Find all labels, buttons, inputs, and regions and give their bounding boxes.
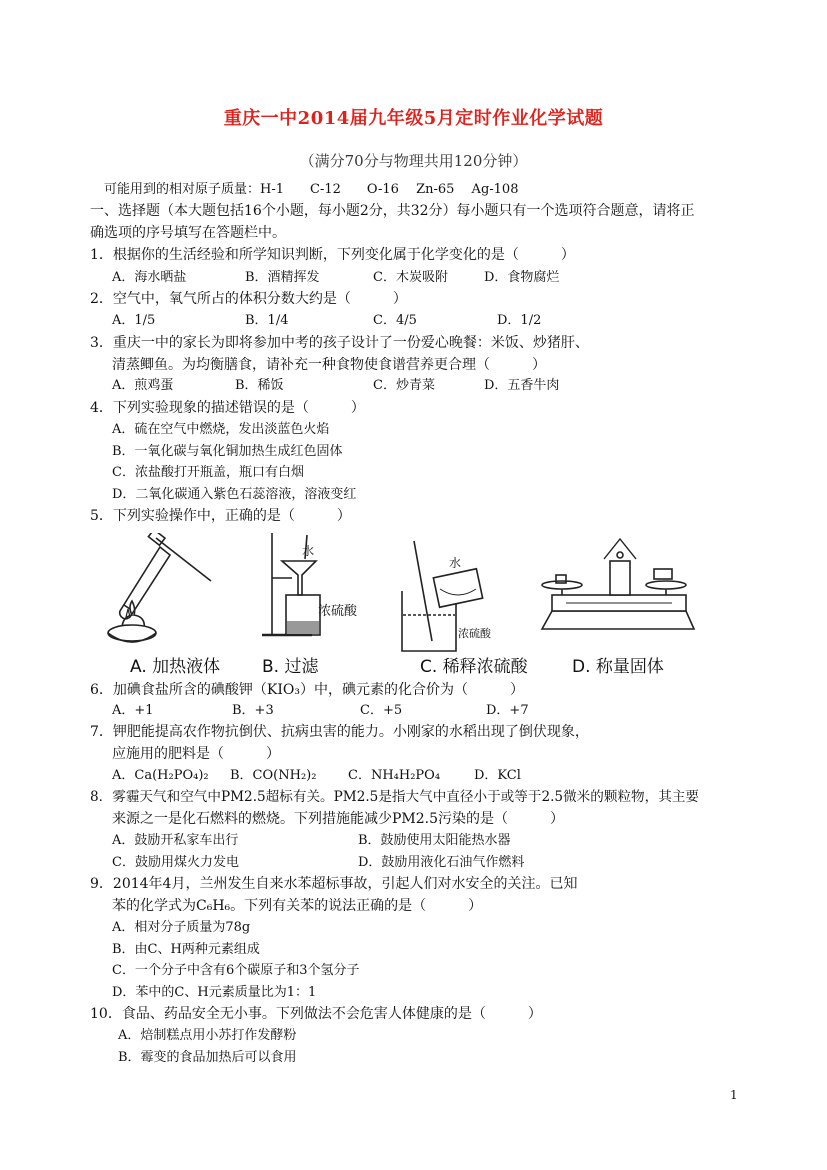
q9-option-d: D．苯中的C、H元素质量比为1：1 <box>112 985 317 1000</box>
q5-caption-c: C. 稀释浓硫酸 <box>420 657 528 677</box>
q4-stem: 4．下列实验现象的描述错误的是（ ） <box>90 400 365 416</box>
q2-option-d: D．1/2 <box>497 313 542 328</box>
q7-option-a: A．Ca(H₂PO₄)₂ <box>112 768 209 783</box>
q1-option-a: A．海水晒盐 <box>112 270 187 285</box>
q8-option-a: A．鼓励开私家车出行 <box>112 833 239 848</box>
q4-option-d: D．二氧化碳通入紫色石蕊溶液，溶液变红 <box>112 487 357 502</box>
q9-option-c: C．一个分子中含有6个碳原子和3个氢分子 <box>112 963 360 978</box>
q5-caption-a: A. 加热液体 <box>130 657 221 677</box>
lab-apparatus-figure <box>96 533 696 653</box>
alcohol-lamp-heating-icon <box>108 533 211 642</box>
exam-title: 重庆一中2014届九年级5月定时作业化学试题 <box>223 108 604 129</box>
q7-stem-line1: 7．钾肥能提高农作物抗倒伏、抗病虫害的能力。小刚家的水稻出现了倒伏现象， <box>90 724 589 740</box>
q3-stem-line2: 清蒸鲫鱼。为均衡膳食，请补充一种食物使食谱营养更合理（ ） <box>112 357 546 373</box>
q10-option-a: A．焙制糕点用小苏打作发酵粉 <box>118 1028 297 1043</box>
q3-option-b: B．稀饭 <box>235 378 284 393</box>
q2-option-b: B．1/4 <box>245 313 289 328</box>
label-water-b: 水 <box>302 544 315 558</box>
q4-option-c: C．浓盐酸打开瓶盖，瓶口有白烟 <box>112 465 304 480</box>
q1-option-d: D．食物腐烂 <box>484 270 560 285</box>
q1-option-b: B．酒精挥发 <box>245 270 320 285</box>
q6-option-b: B．+3 <box>232 703 274 718</box>
q7-option-c: C．NH₄H₂PO₄ <box>348 768 441 783</box>
q9-stem-line2: 苯的化学式为C₆H₆。下列有关苯的说法正确的是（ ） <box>112 898 483 914</box>
q8-option-b: B．鼓励使用太阳能热水器 <box>358 833 511 848</box>
q5-caption-b: B. 过滤 <box>262 657 319 677</box>
balance-scale-icon <box>542 539 694 629</box>
label-acid-b: 浓硫酸 <box>318 604 358 619</box>
q9-option-a: A．相对分子质量为78g <box>112 920 251 935</box>
q7-option-b: B．CO(NH₂)₂ <box>230 768 317 783</box>
q2-stem: 2．空气中，氧气所占的体积分数大约是（ ） <box>90 291 407 307</box>
q2-option-a: A．1/5 <box>112 313 156 328</box>
q9-stem-line1: 9．2014年4月，兰州发生自来水苯超标事故，引起人们对水安全的关注。已知 <box>90 876 578 892</box>
q6-stem: 6．加碘食盐所含的碘酸钾（KIO₃）中，碘元素的化合价为（ ） <box>90 682 524 698</box>
q5-caption-d: D. 称量固体 <box>572 657 664 677</box>
q10-option-b: B．霉变的食品加热后可以食用 <box>118 1050 297 1065</box>
q7-option-d: D．KCl <box>474 768 521 783</box>
q6-option-a: A．+1 <box>112 703 154 718</box>
q1-stem: 1．根据你的生活经验和所学知识判断，下列变化属于化学变化的是（ ） <box>90 247 575 263</box>
q8-stem-line1: 8．雾霾天气和空气中PM2.5超标有关。PM2.5是指大气中直径小于或等于2.5微米的颗粒物，其主要 <box>90 789 700 805</box>
q3-option-d: D．五香牛肉 <box>484 378 560 393</box>
q8-stem-line2: 来源之一是化石燃料的燃烧。下列措施能减少PM2.5污染的是（ ） <box>112 811 565 827</box>
q9-option-b: B．由C、H两种元素组成 <box>112 942 260 957</box>
q10-stem: 10．食品、药品安全无小事。下列做法不会危害人体健康的是（ ） <box>90 1006 542 1022</box>
q8-option-d: D．鼓励用液化石油气作燃料 <box>358 855 525 870</box>
label-acid-c: 浓硫酸 <box>458 627 491 640</box>
q7-stem-line2: 应施用的肥料是（ ） <box>112 746 280 762</box>
q3-stem-line1: 3．重庆一中的家长为即将参加中考的孩子设计了一份爱心晚餐：米饭、炒猪肝、 <box>90 335 589 351</box>
q5-stem: 5．下列实验操作中，正确的是（ ） <box>90 508 351 524</box>
q4-option-b: B．一氧化碳与氧化铜加热生成红色固体 <box>112 444 343 459</box>
q6-option-c: C．+5 <box>360 703 403 718</box>
page-number: 1 <box>730 1088 738 1102</box>
q3-option-c: C．炒青菜 <box>373 378 435 393</box>
q6-option-d: D．+7 <box>486 703 529 718</box>
q1-option-c: C．木炭吸附 <box>373 270 448 285</box>
q8-option-c: C．鼓励用煤火力发电 <box>112 855 239 870</box>
section-heading-line2: 确选项的序号填写在答题栏中。 <box>90 225 286 241</box>
q4-option-a: A．硫在空气中燃烧，发出淡蓝色火焰 <box>112 422 330 437</box>
q2-option-c: C．4/5 <box>373 313 417 328</box>
atomic-masses: 可能用到的相对原子质量：H-1 C-12 O-16 Zn-65 Ag-108 <box>104 182 519 197</box>
section-heading-line1: 一、选择题（本大题包括16个小题，每小题2分，共32分）每小题只有一个选项符合题意，请将正 <box>90 203 695 219</box>
label-water-c: 水 <box>449 556 462 570</box>
q3-option-a: A．煎鸡蛋 <box>112 378 174 393</box>
exam-subtitle: （满分70分与物理共用120分钟） <box>299 152 528 170</box>
